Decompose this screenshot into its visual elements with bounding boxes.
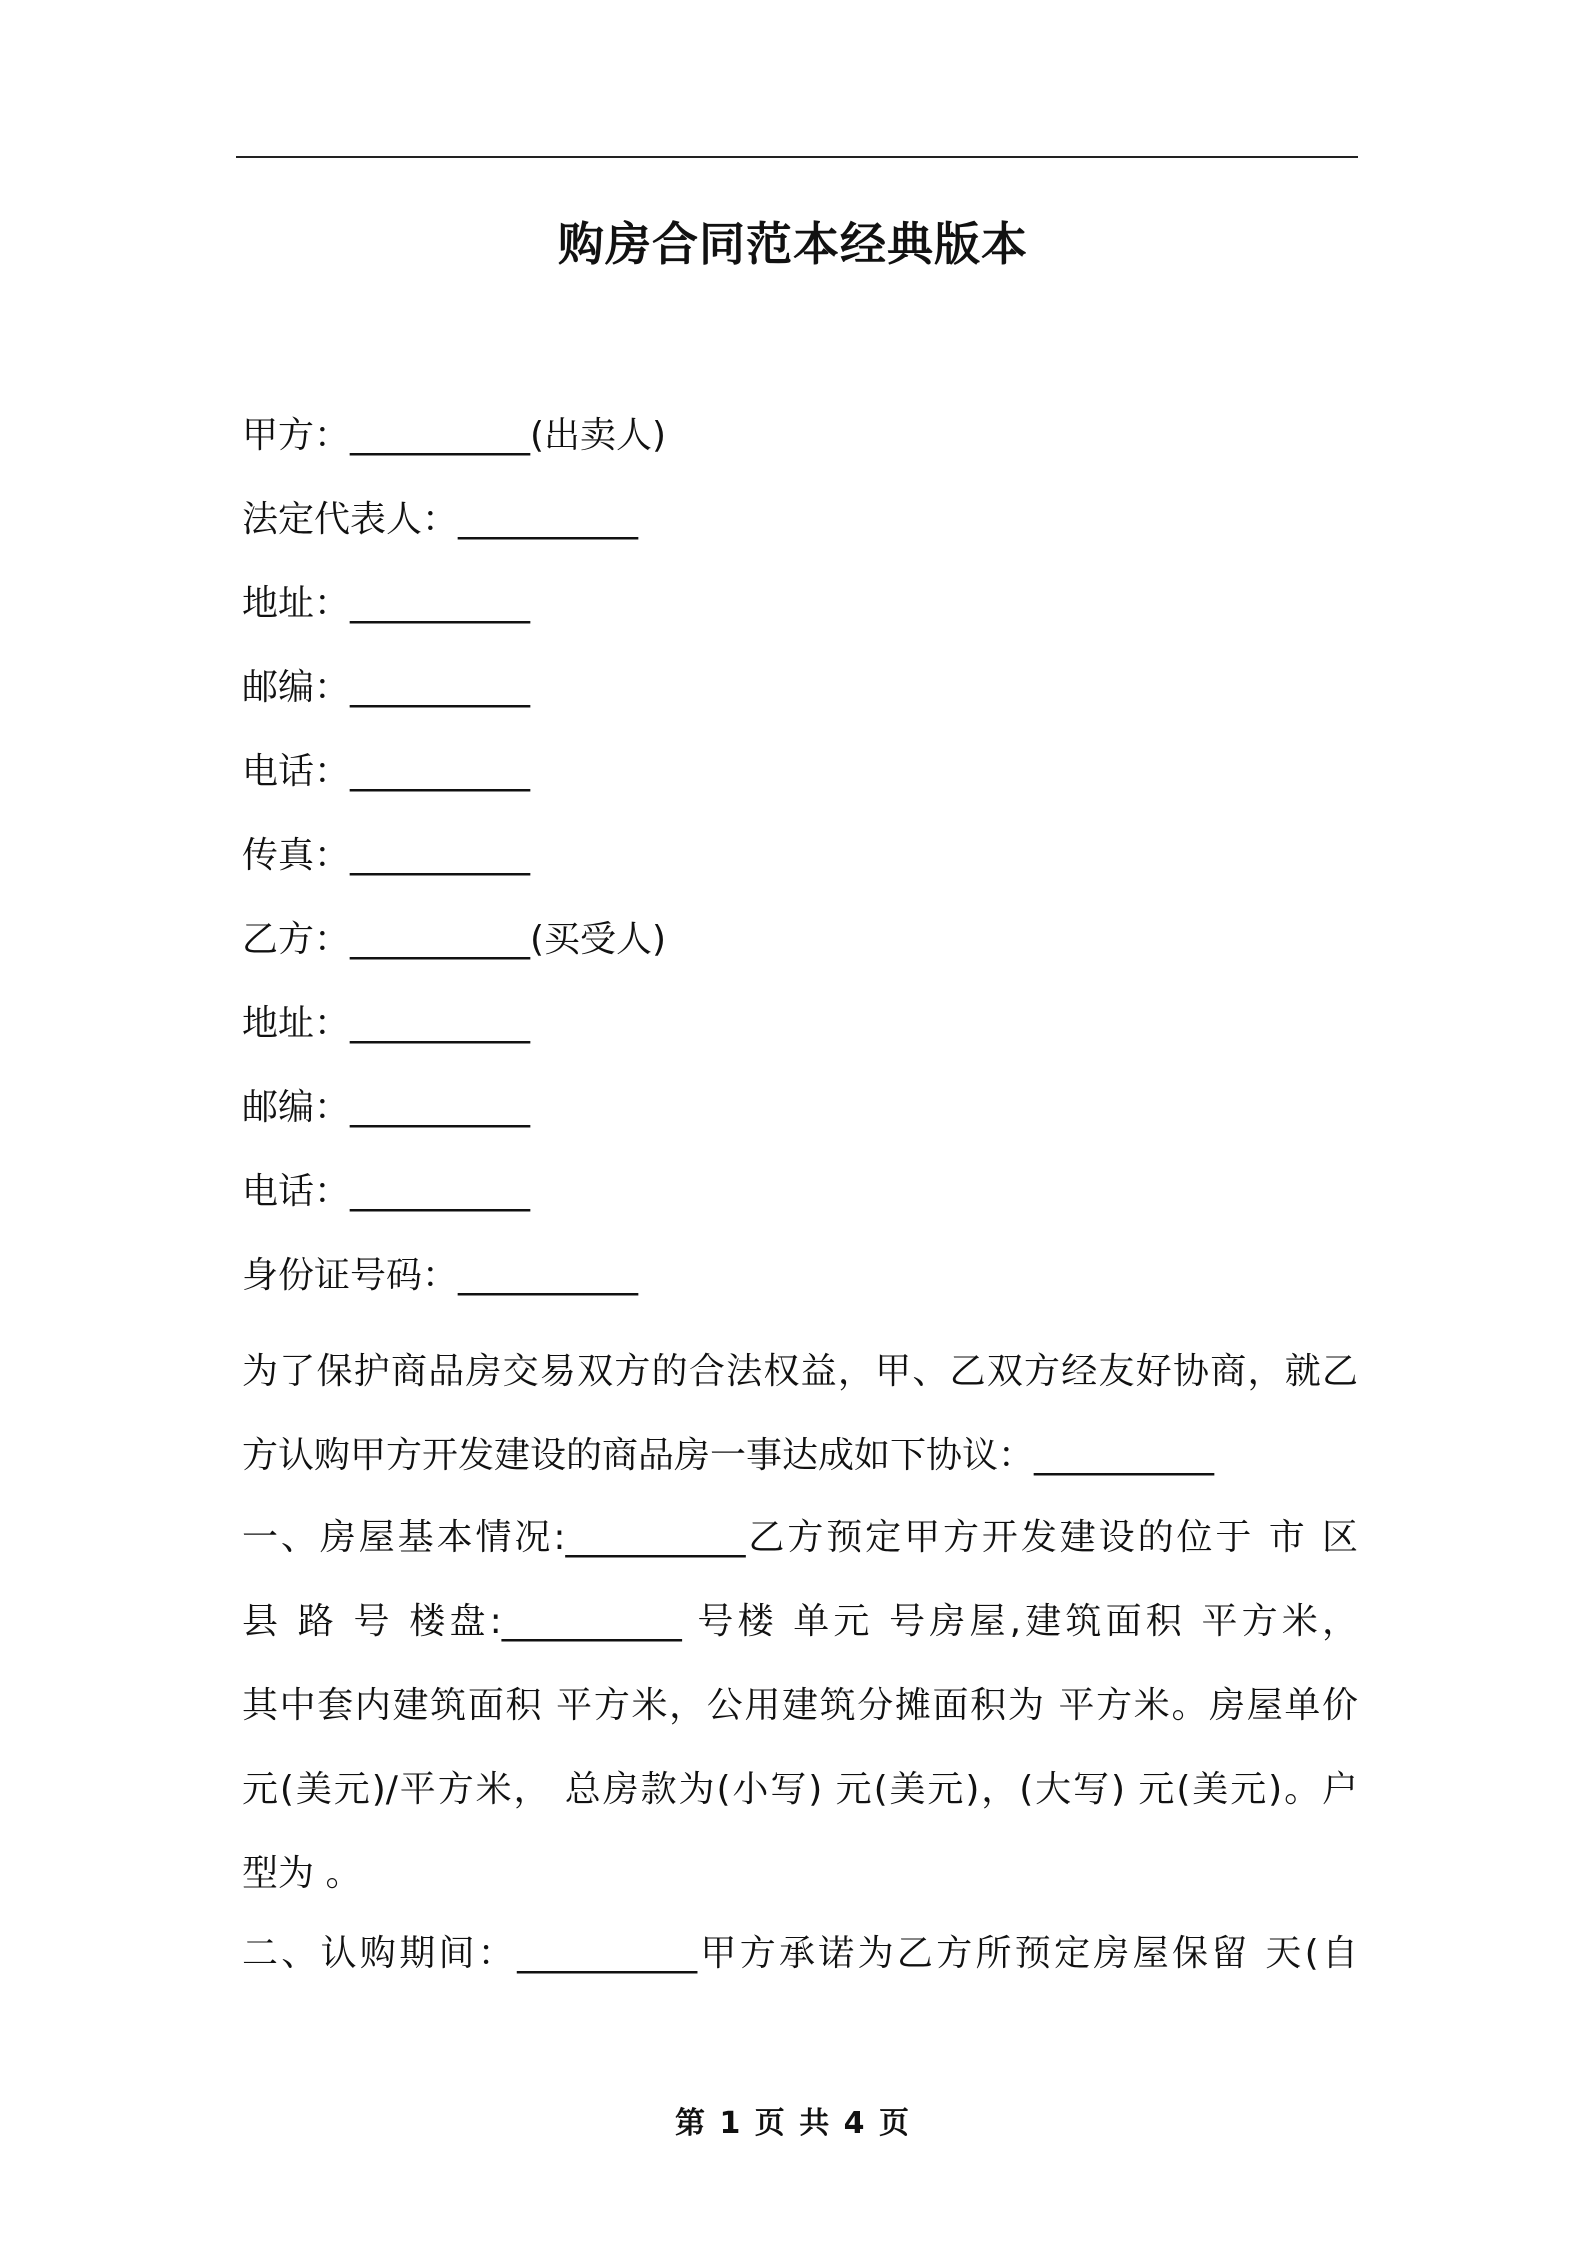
- field-party-a-address: 地址：__________: [242, 583, 531, 624]
- preamble-line: 方认购甲方开发建设的商品房一事达成如下协议：__________: [242, 1435, 1215, 1476]
- field-party-b: 乙方：__________(买受人): [242, 919, 667, 960]
- field-party-a-fax: 传真：__________: [242, 835, 531, 876]
- field-party-b-address: 地址：__________: [242, 1003, 531, 1044]
- page-number: 第 1 页 共 4 页: [675, 2106, 911, 2141]
- field-party-b-postcode: 邮编：__________: [242, 1087, 531, 1128]
- section-line: 其中套内建筑面积 平方米，公用建筑分摊面积为 平方米。房屋单价: [242, 1685, 1358, 1726]
- header-rule: [236, 156, 1358, 158]
- section-line: 一、房屋基本情况:__________乙方预定甲方开发建设的位于 市 区: [242, 1517, 1358, 1558]
- section-line: 元(美元)/平方米， 总房款为(小写) 元(美元)，(大写) 元(美元)。户: [242, 1769, 1358, 1810]
- section-house-info: [242, 1496, 1358, 1916]
- document-title: 购房合同范本经典版本: [558, 217, 1028, 271]
- field-party-a-postcode: 邮编：__________: [242, 667, 531, 708]
- section-line: 型为 。: [242, 1853, 362, 1894]
- field-party-a: 甲方：__________(出卖人): [242, 415, 667, 456]
- field-party-a-phone: 电话：__________: [242, 751, 531, 792]
- field-party-b-phone: 电话：__________: [242, 1171, 531, 1212]
- section-line: 县 路 号 楼盘:__________ 号楼 单元 号房屋,建筑面积 平方米，: [242, 1601, 1358, 1642]
- section-subscription-period: [242, 1912, 1358, 1996]
- preamble-paragraph: [242, 1330, 1358, 1498]
- preamble-line: 为了保护商品房交易双方的合法权益，甲、乙双方经友好协商，就乙: [242, 1351, 1358, 1392]
- party-fields: [242, 406, 1358, 1330]
- field-id-number: 身份证号码：__________: [242, 1255, 639, 1296]
- field-legal-representative: 法定代表人：__________: [242, 499, 639, 540]
- section-line: 二、认购期间：__________甲方承诺为乙方所预定房屋保留 天(自: [242, 1933, 1358, 1974]
